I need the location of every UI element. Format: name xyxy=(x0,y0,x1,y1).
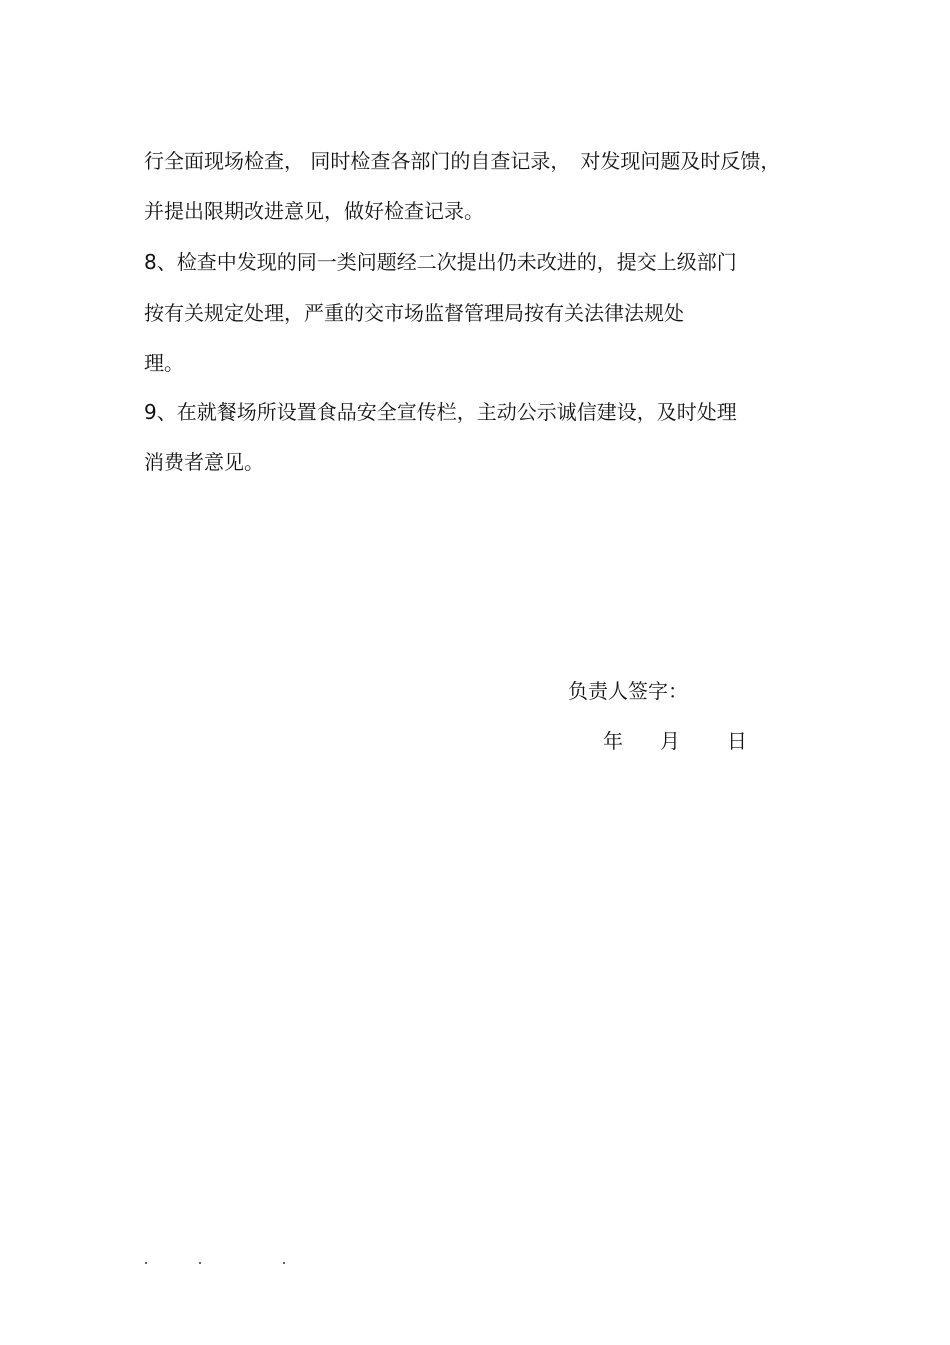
paragraph-line: 按有关规定处理，严重的交市场监督管理局按有关法律法规处 xyxy=(144,301,684,325)
signature-label: 负责人签字： xyxy=(568,679,688,703)
paragraph-line: 8、检查中发现的同一类问题经二次提出仍未改进的，提交上级部门 xyxy=(144,250,737,274)
footer-dot xyxy=(283,1262,285,1264)
footer-dot xyxy=(199,1262,201,1264)
paragraph-line: 并提出限期改进意见，做好检查记录。 xyxy=(144,199,484,223)
date-year-label: 年 xyxy=(603,729,623,753)
date-day-label: 日 xyxy=(727,729,747,753)
paragraph-line: 行全面现场检查， 同时检查各部门的自查记录， 对发现问题及时反馈， xyxy=(144,149,781,173)
date-month-label: 月 xyxy=(660,729,680,753)
paragraph-line: 理。 xyxy=(144,351,184,375)
paragraph-line: 9、在就餐场所设置食品安全宣传栏，主动公示诚信建设，及时处理 xyxy=(144,400,737,424)
footer-dot xyxy=(145,1262,147,1264)
paragraph-line: 消费者意见。 xyxy=(144,450,264,474)
